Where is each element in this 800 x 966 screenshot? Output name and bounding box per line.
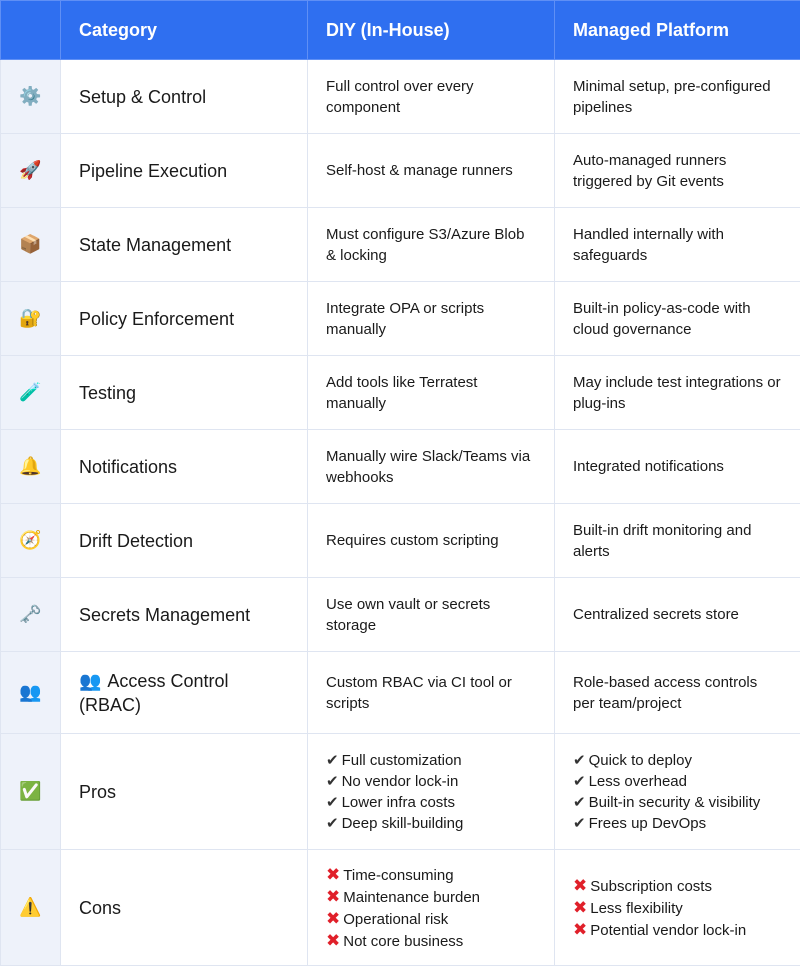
cross-icon: ✖ xyxy=(326,930,341,950)
header-diy: DIY (In-House) xyxy=(308,1,555,60)
header-managed: Managed Platform xyxy=(555,1,800,60)
row-managed: Handled internally with safeguards xyxy=(555,208,800,282)
row-diy: Self-host & manage runners xyxy=(308,134,555,208)
table-row xyxy=(1,652,800,734)
row-diy: Use own vault or secrets storage xyxy=(308,578,555,652)
list-item: ✔ Less overhead xyxy=(573,772,687,790)
row-category-label: Access Control (RBAC) xyxy=(79,670,229,715)
package-icon: 📦 xyxy=(1,208,61,282)
row-category: Cons xyxy=(61,850,308,966)
table-row xyxy=(1,430,800,504)
row-managed: Minimal setup, pre-configured pipelines xyxy=(555,60,800,134)
row-diy: Integrate OPA or scripts manually xyxy=(308,282,555,356)
checkmark-icon: ✔ xyxy=(573,814,586,832)
row-managed: May include test integrations or plug-ins xyxy=(555,356,800,430)
cross-icon: ✖ xyxy=(573,897,588,917)
cross-icon: ✖ xyxy=(326,908,341,928)
checkmark-icon: ✔ xyxy=(326,793,339,811)
list-item: ✖ Maintenance burden xyxy=(326,886,481,906)
table-row xyxy=(1,356,800,430)
cross-icon: ✖ xyxy=(573,919,588,939)
row-managed: Auto-managed runners triggered by Git events xyxy=(555,134,800,208)
list-item: ✔ Built-in security & visibility xyxy=(573,793,761,811)
list-item: ✖ Potential vendor lock-in xyxy=(573,919,747,939)
header-row xyxy=(1,1,800,60)
row-category: Pipeline Execution xyxy=(61,134,308,208)
pros-managed-list xyxy=(555,734,800,850)
row-diy: Full control over every component xyxy=(308,60,555,134)
list-item: ✖ Time-consuming xyxy=(326,864,454,884)
rocket-icon: 🚀 xyxy=(1,134,61,208)
row-category: Secrets Management xyxy=(61,578,308,652)
list-item: ✔ Quick to deploy xyxy=(573,751,692,769)
cons-row xyxy=(1,850,800,966)
cons-diy-list xyxy=(308,850,555,966)
row-diy: Manually wire Slack/Teams via webhooks xyxy=(308,430,555,504)
checkmark-icon: ✔ xyxy=(326,772,339,790)
row-managed: Built-in drift monitoring and alerts xyxy=(555,504,800,578)
pros-diy-list xyxy=(308,734,555,850)
checkmark-icon: ✔ xyxy=(326,814,339,832)
list-item: ✔ Deep skill-building xyxy=(326,814,464,832)
lock-icon: 🔐 xyxy=(1,282,61,356)
list-item: ✔ Frees up DevOps xyxy=(573,814,707,832)
users-icon: 👥 xyxy=(79,670,102,691)
header-category: Category xyxy=(61,1,308,60)
row-category: Pros xyxy=(61,734,308,850)
checkmark-icon: ✔ xyxy=(326,751,339,769)
row-diy: Requires custom scripting xyxy=(308,504,555,578)
row-category: Setup & Control xyxy=(61,60,308,134)
row-diy: Add tools like Terratest manually xyxy=(308,356,555,430)
row-managed: Centralized secrets store xyxy=(555,578,800,652)
row-diy: Custom RBAC via CI tool or scripts xyxy=(308,652,555,734)
list-item: ✖ Less flexibility xyxy=(573,897,683,917)
test-tube-icon: 🧪 xyxy=(1,356,61,430)
row-category xyxy=(61,652,308,734)
gear-icon: ⚙️ xyxy=(1,60,61,134)
bell-icon: 🔔 xyxy=(1,430,61,504)
key-icon: 🗝️ xyxy=(1,578,61,652)
table-row xyxy=(1,282,800,356)
row-category: Policy Enforcement xyxy=(61,282,308,356)
table-row xyxy=(1,578,800,652)
checkmark-icon: ✔ xyxy=(573,772,586,790)
list-item: ✔ Lower infra costs xyxy=(326,793,455,811)
warning-icon: ⚠️ xyxy=(1,850,61,966)
compass-icon: 🧭 xyxy=(1,504,61,578)
table-row xyxy=(1,60,800,134)
row-managed: Integrated notifications xyxy=(555,430,800,504)
header-icon-cell xyxy=(1,1,61,60)
row-category: Drift Detection xyxy=(61,504,308,578)
row-diy: Must configure S3/Azure Blob & locking xyxy=(308,208,555,282)
list-item: ✖ Operational risk xyxy=(326,908,449,928)
checkmark-icon: ✔ xyxy=(573,751,586,769)
list-item: ✖ Not core business xyxy=(326,930,464,950)
checkmark-icon: ✔ xyxy=(573,793,586,811)
cross-icon: ✖ xyxy=(573,875,588,895)
list-item: ✖ Subscription costs xyxy=(573,875,712,895)
users-icon: 👥 xyxy=(1,652,61,734)
cons-managed-list xyxy=(555,850,800,966)
cross-icon: ✖ xyxy=(326,864,341,884)
row-category: Testing xyxy=(61,356,308,430)
row-managed: Role-based access controls per team/project xyxy=(555,652,800,734)
pros-row xyxy=(1,734,800,850)
row-managed: Built-in policy-as-code with cloud governance xyxy=(555,282,800,356)
row-category: Notifications xyxy=(61,430,308,504)
table-row xyxy=(1,208,800,282)
list-item: ✔ No vendor lock-in xyxy=(326,772,459,790)
table-row xyxy=(1,504,800,578)
row-category: State Management xyxy=(61,208,308,282)
check-box-icon: ✅ xyxy=(1,734,61,850)
table-row xyxy=(1,134,800,208)
cross-icon: ✖ xyxy=(326,886,341,906)
list-item: ✔ Full customization xyxy=(326,751,462,769)
